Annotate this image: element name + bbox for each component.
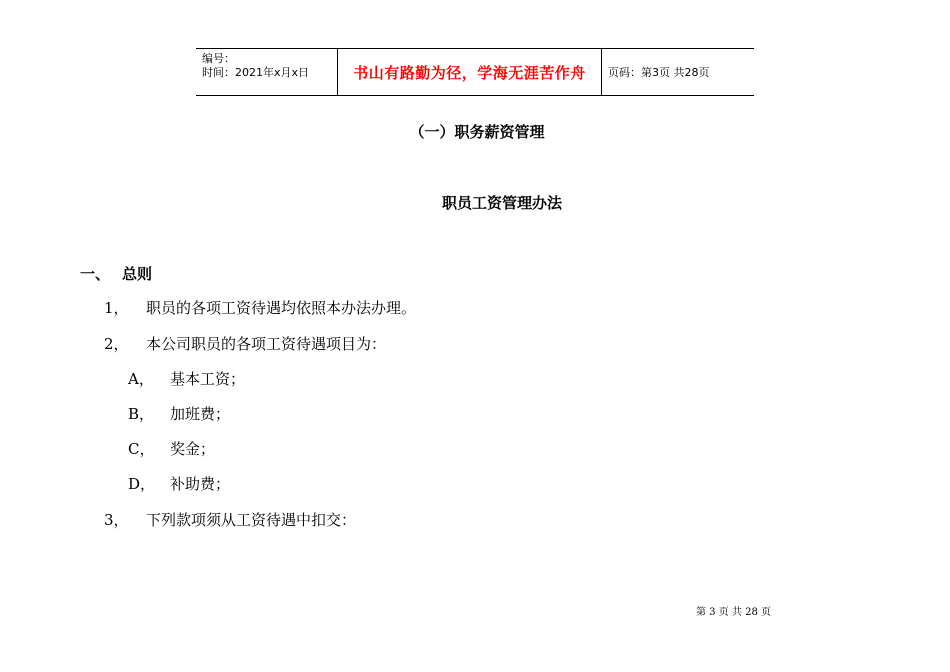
header-motto-cell	[338, 49, 602, 95]
subitem-letter: C，	[128, 440, 155, 458]
item-text: 下列款项须从工资待遇中扣交：	[146, 511, 357, 529]
sub-list-item	[128, 438, 215, 459]
item-text: 本公司职员的各项工资待遇项目为：	[146, 335, 387, 353]
motto-text: 书山有路勤为径，学海无涯苦作舟	[353, 63, 586, 82]
document-title: 职员工资管理办法	[442, 194, 563, 212]
sub-list-item	[128, 473, 230, 494]
sub-list-item	[128, 403, 230, 424]
item-text: 职员的各项工资待遇均依照本办法办理。	[146, 299, 417, 317]
item-number: 1，	[104, 299, 129, 317]
page-label: 页码：第3页 共28页	[608, 66, 710, 79]
subitem-text: 基本工资；	[170, 370, 246, 388]
item-number: 2，	[104, 335, 129, 353]
time-label: 时间：2021年x月x日	[202, 66, 310, 79]
subitem-letter: B，	[128, 405, 155, 423]
header-table	[196, 48, 754, 96]
list-item	[104, 297, 416, 318]
subitem-text: 奖金；	[170, 440, 216, 458]
footer-page-number: 第 3 页 共 28 页	[696, 607, 771, 618]
header-page-cell	[602, 49, 754, 95]
list-item	[104, 509, 356, 530]
sub-list-item	[128, 368, 245, 389]
list-item	[104, 333, 386, 354]
subitem-letter: A，	[128, 370, 154, 388]
subitem-text: 补助费；	[170, 475, 231, 493]
header-meta-cell	[196, 49, 338, 95]
heading-number: 一、	[80, 265, 111, 283]
heading-text: 总则	[122, 265, 153, 283]
number-label: 编号：	[202, 52, 235, 65]
section-title: （一）职务薪资管理	[409, 123, 545, 141]
subitem-letter: D，	[128, 475, 156, 493]
subitem-text: 加班费；	[170, 405, 231, 423]
item-number: 3，	[104, 511, 129, 529]
heading-general	[80, 263, 152, 284]
